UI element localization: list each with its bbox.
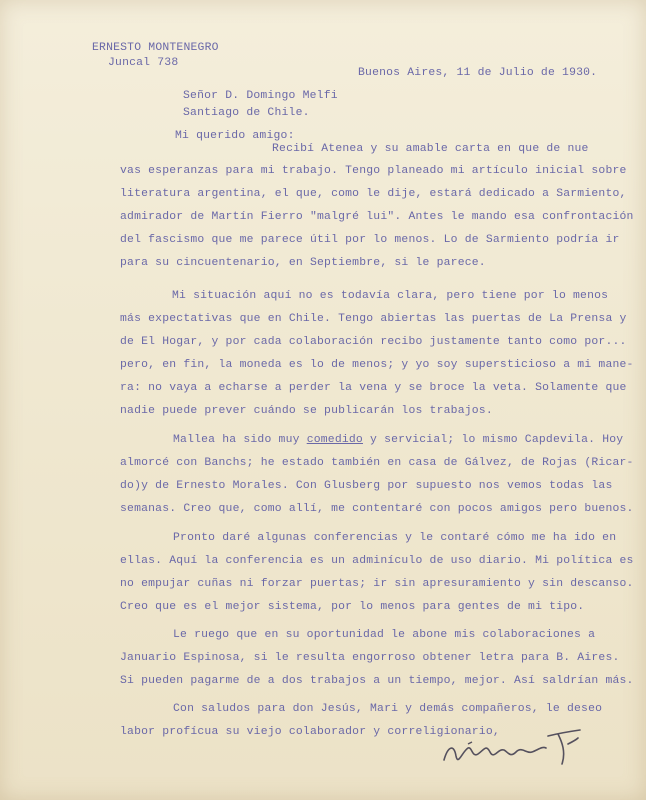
body-line: Si pueden pagarme de a dos trabajos a un tiempo, mejor. Así saldrían más. (120, 675, 634, 687)
body-line: del fascismo que me parece útil por lo menos. Lo de Sarmiento podría ir (120, 234, 620, 246)
signature-stroke (444, 747, 546, 760)
body-line: Le ruego que en su oportunidad le abone mis colaboraciones a (173, 629, 596, 641)
body-line: vas esperanzas para mi trabajo. Tengo planeado mi artículo inicial sobre (120, 165, 627, 177)
recipient-name: Señor D. Domingo Melfi (183, 90, 338, 102)
signature-mark (468, 742, 472, 744)
body-line: Januario Espinosa, si le resulta engorroso obtener letra para B. Aires. (120, 652, 620, 664)
salutation: Mi querido amigo: (175, 130, 295, 142)
body-line: do)y de Ernesto Morales. Con Glusberg por supuesto nos vemos todas las (120, 480, 613, 492)
body-text: Mallea ha sido muy (173, 434, 307, 446)
body-line: admirador de Martín Fierro "malgré lui". Antes le mando esa confrontación (120, 211, 634, 223)
body-line: más expectativas que en Chile. Tengo abiertas las puertas de La Prensa y (120, 313, 627, 325)
handwritten-signature (438, 722, 588, 772)
body-line: Recibí Atenea y su amable carta en que de nue (272, 143, 589, 155)
closing-line: Con saludos para don Jesús, Mari y demás compañeros, le deseo (173, 703, 603, 715)
body-line (173, 433, 623, 447)
body-line: Mi situación aquí no es todavía clara, pero tiene por lo menos (172, 290, 609, 302)
body-line: nadie puede prever cuándo se publicarán los trabajos. (120, 405, 493, 417)
body-line: semanas. Creo que, como allí, me contentaré con pocos amigos pero buenos. (120, 503, 634, 515)
sender-address: Juncal 738 (108, 57, 179, 69)
body-line: Pronto daré algunas conferencias y le contaré cómo me ha ido en (173, 532, 617, 544)
body-text: y servicial; lo mismo Capdevila. Hoy (362, 434, 624, 446)
closing-line: labor profícua su viejo colaborador y correligionario, (120, 726, 500, 738)
signature-flourish (548, 730, 580, 764)
recipient-city: Santiago de Chile. (183, 107, 310, 119)
body-line: almorcé con Banchs; he estado también en casa de Gálvez, de Rojas (Ricar- (120, 457, 634, 469)
body-line: literatura argentina, el que, como le dije, estará dedicado a Sarmiento, (120, 188, 627, 200)
body-line: pero, en fin, la moneda es lo de menos; y yo soy supersticioso a mi mane- (120, 359, 634, 371)
body-line: Creo que es el mejor sistema, por lo menos para gentes de mi tipo. (120, 601, 585, 613)
letter-date: Buenos Aires, 11 de Julio de 1930. (358, 67, 598, 79)
sender-name: ERNESTO MONTENEGRO (92, 42, 219, 54)
body-line: ellas. Aquí la conferencia es un adminículo de uso diario. Mi política es (120, 555, 634, 567)
body-line: no empujar cuñas ni forzar puertas; ir sin apresuramiento y sin descanso. (120, 578, 634, 590)
body-line: para su cincuentenario, en Septiembre, si le parece. (120, 257, 486, 269)
body-line: de El Hogar, y por cada colaboración recibo justamente tanto como por... (120, 336, 627, 348)
body-line: ra: no vaya a echarse a perder la vena y se broce la veta. Solamente que (120, 382, 627, 394)
underlined-word: comedido (306, 434, 363, 446)
